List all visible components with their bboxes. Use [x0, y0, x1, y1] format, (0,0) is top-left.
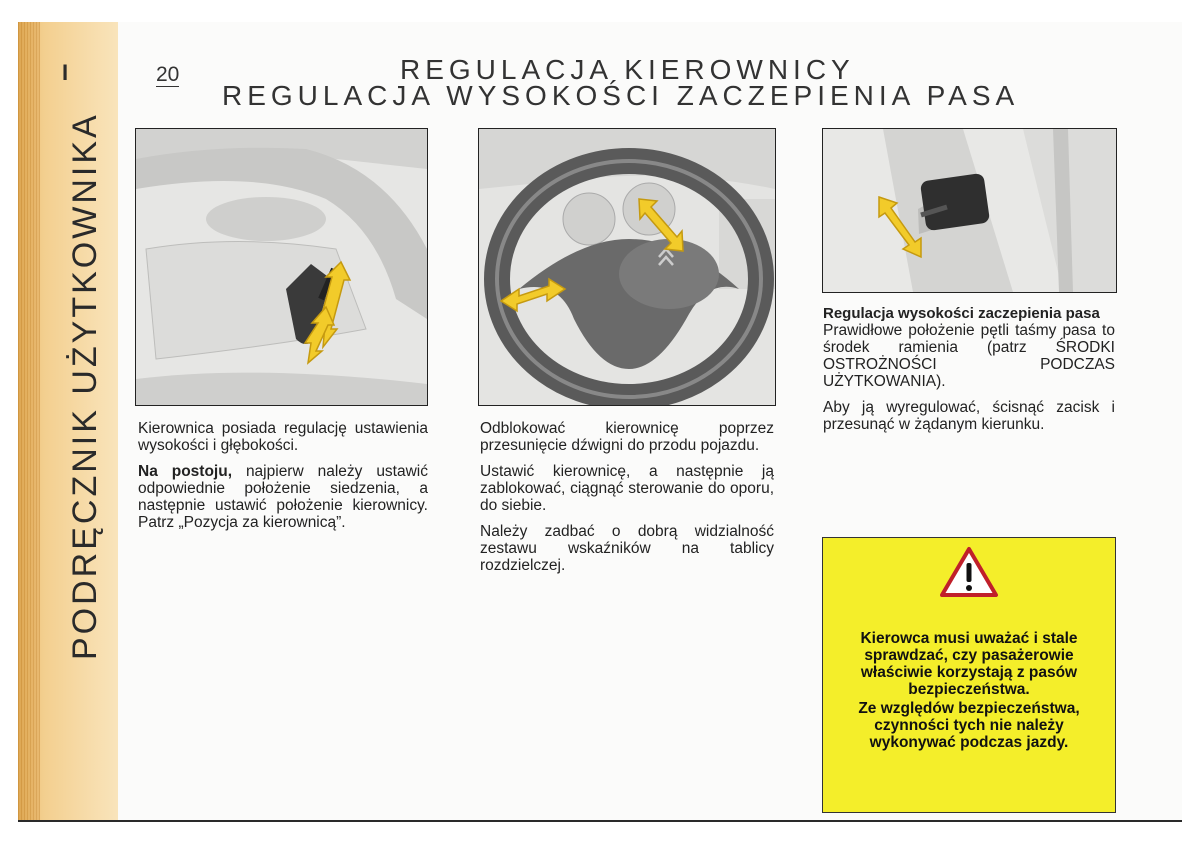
- figure-steering-wheel: [478, 128, 776, 406]
- paragraph: Prawidłowe położenie pętli taśmy pasa to środek ramienia (patrz ŚRODKI OSTROŻNOŚCI PODCZAS UŻYTKOWANIA).: [823, 322, 1115, 390]
- warning-text: [831, 630, 1107, 753]
- page-edge-stack: [18, 22, 40, 820]
- paragraph: [138, 463, 428, 531]
- page-title-line1: REGULACJA KIEROWNICY: [400, 54, 855, 85]
- paragraph: Należy zadbać o dobrą widzialność zestawu wskaźników na tablicy rozdzielczej.: [480, 523, 774, 574]
- figure-belt-anchor: [822, 128, 1117, 293]
- emphasis: Na postoju,: [138, 463, 233, 480]
- warning-box: [822, 537, 1116, 813]
- text-column-2: [480, 420, 774, 583]
- page-title-line2: REGULACJA WYSOKOŚCI ZACZEPIENIA PASA: [222, 80, 1020, 111]
- section-heading: Regulacja wysokości zaczepienia pasa: [823, 305, 1100, 322]
- text-column-3: [823, 305, 1115, 442]
- paragraph: Kierownica posiada regulację ustawienia wysokości i głębokości.: [138, 420, 428, 454]
- warning-paragraph: Kierowca musi uważać i stale sprawdzać, czy pasażerowie właściwie korzystają z pasów bezpieczeństwa.: [860, 630, 1078, 698]
- warning-paragraph: Ze względów bezpieczeństwa, czynności tych nie należy wykonywać podczas jazdy.: [858, 700, 1080, 751]
- text-column-1: [138, 420, 428, 540]
- warning-triangle-icon: [939, 546, 999, 598]
- page-bottom-rule: [18, 820, 1182, 822]
- section-mark: I: [62, 60, 69, 85]
- paragraph: Ustawić kierownicę, a następnie ją zablokować, ciągnąć sterowanie do oporu, do siebie.: [480, 463, 774, 514]
- figure-steering-lever: [135, 128, 428, 406]
- side-title: PODRĘCZNIK UŻYTKOWNIKA: [66, 112, 104, 660]
- page-number: 20: [156, 63, 180, 86]
- paragraph: Aby ją wyregulować, ścisnąć zacisk i przesunąć w żądanym kierunku.: [823, 399, 1115, 433]
- paragraph-text: najpierw należy ustawić odpowiednie położenie siedzenia, a następnie ustawić położenie kierownicy. Patrz „Pozycja za kierownicą”.: [138, 463, 428, 531]
- paragraph: Odblokować kierownicę poprzez przesunięcie dźwigni do przodu pojazdu.: [480, 420, 774, 454]
